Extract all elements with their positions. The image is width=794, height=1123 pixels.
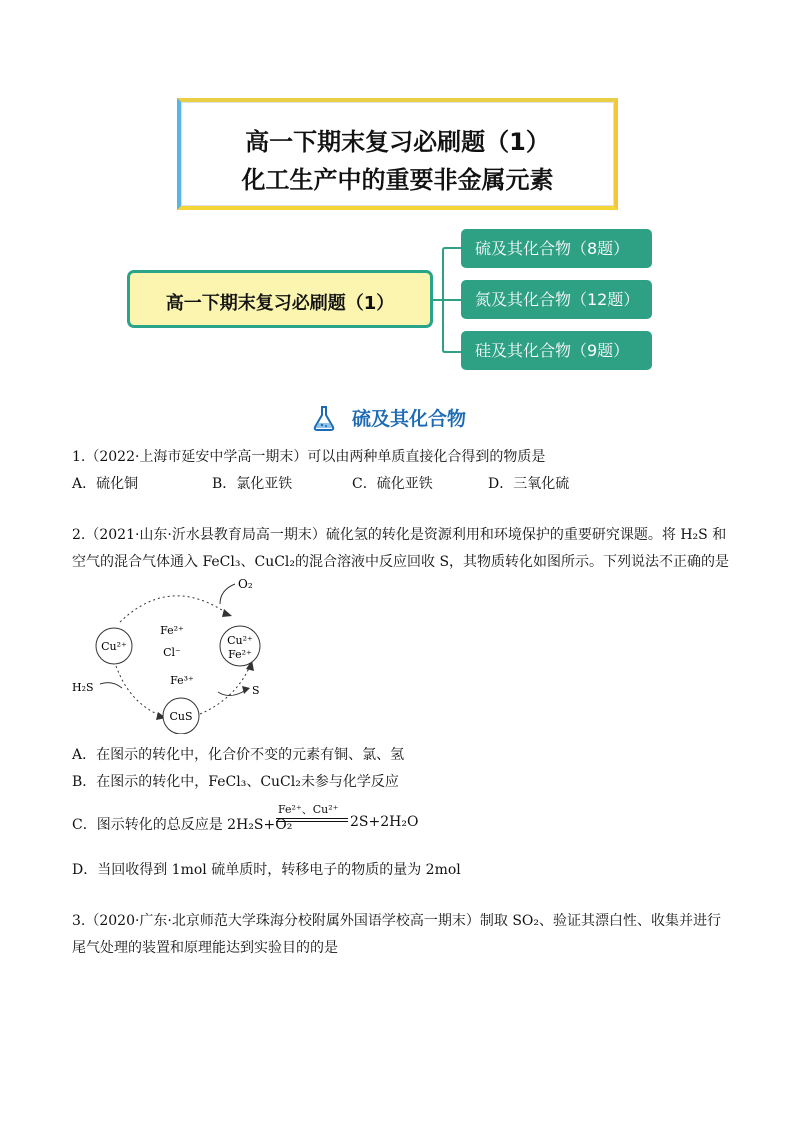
cus-label: CuS (169, 710, 193, 723)
section-title: 硫及其化合物 (352, 408, 467, 430)
fe3-label: Fe³⁺ (170, 674, 194, 687)
mindmap-branch-nitrogen: 氮及其化合物（12题） (461, 280, 652, 319)
h2s-conversion-diagram (70, 574, 280, 734)
banner-title-line2: 化工生产中的重要非金属元素 (241, 166, 554, 194)
q2-option-c-suffix: 2S+2H₂O (350, 814, 419, 830)
q1-option-b: B．氯化亚铁 (212, 476, 293, 492)
q2-stem-line1: 2.（2021·山东·沂水县教育局高一期末）硫化氢的转化是资源利用和环境保护的重要研究课题。将 H₂S 和 (72, 527, 727, 543)
mindmap-branch-sulfur: 硫及其化合物（8题） (461, 229, 652, 268)
banner-title-line1: 高一下期末复习必刷题（1） (245, 128, 550, 156)
o2-label: O₂ (238, 577, 253, 591)
q1-option-c: C．硫化亚铁 (352, 476, 433, 492)
q2-option-d: D．当回收得到 1mol 硫单质时，转移电子的物质的量为 2mol (72, 862, 461, 878)
title-banner (177, 98, 618, 210)
q2-option-c-prefix: C．图示转化的总反应是 2H₂S+O₂ (72, 817, 293, 833)
arrow-head-top (222, 609, 232, 617)
q2-option-c-catalyst: Fe²⁺、Cu²⁺ (278, 803, 339, 816)
q2-option-a: A．在图示的转化中，化合价不变的元素有铜、氯、氢 (72, 747, 405, 763)
flask-icon (310, 404, 338, 432)
h2s-arrow (100, 683, 122, 688)
q2-stem-line2: 空气的混合气体通入 FeCl₃、CuCl₂的混合溶液中反应回收 S，其物质转化如图所示。下列说法不正确的是 (72, 554, 730, 570)
h2s-label: H₂S (72, 681, 94, 694)
equals-sign (276, 818, 348, 822)
cl-center-label: Cl⁻ (163, 646, 181, 659)
cycle-arc-right (200, 666, 250, 714)
cu2-right-label: Cu²⁺ (227, 634, 253, 647)
s-label: S (252, 684, 260, 697)
fe2-right-label: Fe²⁺ (228, 648, 252, 661)
q3-stem-line1: 3.（2020·广东·北京师范大学珠海分校附属外国语学校高一期末）制取 SO₂、验证其漂白性、收集并进行 (72, 913, 722, 929)
o2-arrow (220, 584, 235, 604)
s-arrow (218, 690, 246, 696)
q1-stem: 1.（2022·上海市延安中学高一期末）可以由两种单质直接化合得到的物质是 (72, 449, 546, 465)
cu2-left-label: Cu²⁺ (101, 640, 127, 653)
q1-option-d: D．三氧化硫 (488, 476, 570, 492)
s-arrow-head (242, 686, 250, 694)
cycle-arc-left (116, 666, 162, 716)
q3-stem-line2: 尾气处理的装置和原理能达到实验目的的是 (72, 940, 338, 956)
mindmap-root (127, 270, 433, 328)
mindmap-root-label: 高一下期末复习必刷题（1） (165, 293, 395, 314)
q1-option-a: A．硫化铜 (72, 476, 139, 492)
cycle-arc-top (120, 596, 228, 622)
q2-option-b: B．在图示的转化中，FeCl₃、CuCl₂未参与化学反应 (72, 774, 399, 790)
fe2-center-label: Fe²⁺ (160, 624, 184, 637)
mindmap-branch-silicon: 硅及其化合物（9题） (461, 331, 652, 370)
